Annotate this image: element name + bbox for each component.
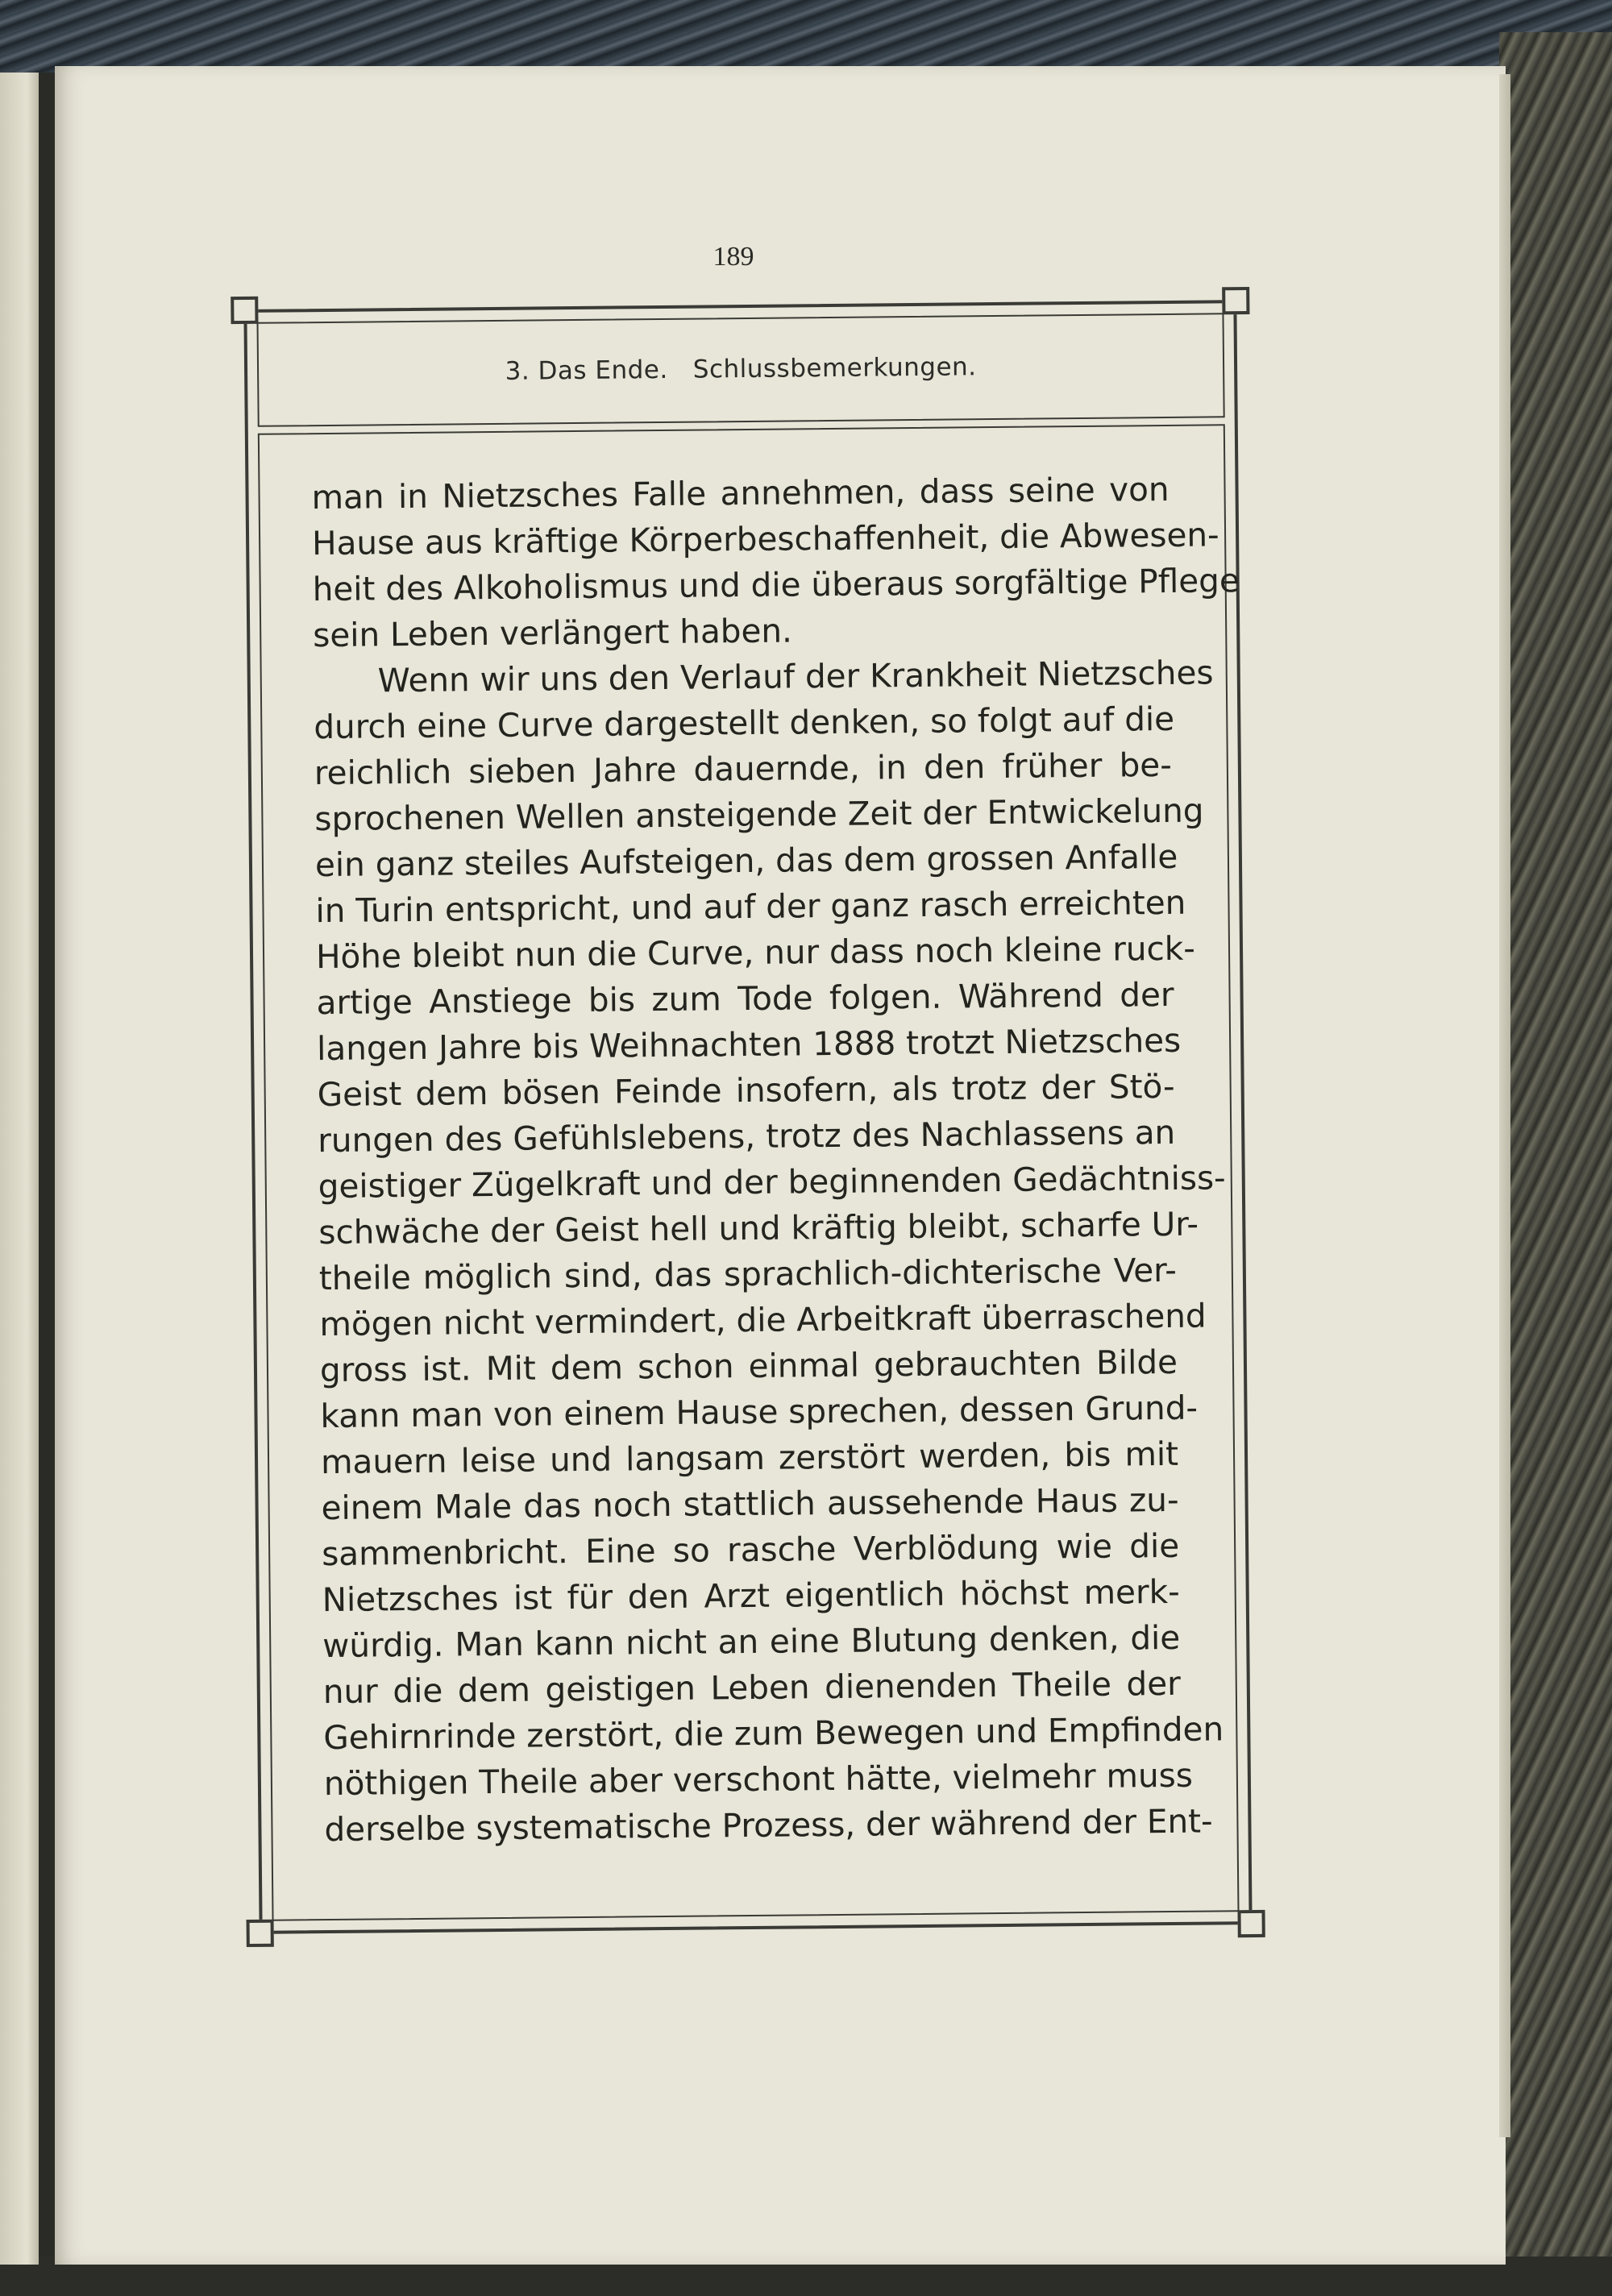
text-line: durch eine Curve dargestellt denken, so folgt auf die xyxy=(314,699,1175,747)
text-line: schwäche der Geist hell und kräftig bleibt, scharfe Ur- xyxy=(318,1204,1199,1252)
frame-corner-bottom-left xyxy=(247,1920,274,1947)
running-head: 3. Das Ende. Schlussbemerkungen. xyxy=(505,352,977,386)
left-page-edge xyxy=(0,73,39,2265)
text-line: ein ganz steiles Aufsteigen, das dem grossen Anfalle xyxy=(314,837,1178,885)
decorative-frame xyxy=(243,300,1252,1934)
text-line: geistiger Zügelkraft und der beginnenden Gedächtniss- xyxy=(318,1158,1226,1206)
book-cover-top xyxy=(0,0,1612,73)
text-line: rungen des Gefühlslebens, trotz des Nachlassens an xyxy=(318,1112,1176,1160)
text-line: theile möglich sind, das sprachlich-dichterische Ver- xyxy=(318,1250,1178,1298)
text-line: langen Jahre bis Weihnachten 1888 trotzt Nietzsches xyxy=(316,1020,1182,1069)
text-line: sammenbricht. Eine so rasche Verblödung wie die xyxy=(321,1526,1180,1574)
text-line: man in Nietzsches Falle annehmen, dass seine von xyxy=(311,469,1170,517)
text-line: Höhe bleibt nun die Curve, nur dass noch kleine ruck- xyxy=(315,928,1196,977)
frame-corner-top-left xyxy=(231,297,258,324)
text-box xyxy=(258,424,1240,1920)
frame-corner-top-right xyxy=(1222,287,1249,314)
text-line: Geist dem bösen Feinde insofern, als trotz der Stö- xyxy=(317,1066,1175,1115)
text-line: nur die dem geistigen Leben dienenden Theile der xyxy=(322,1663,1182,1712)
text-line: Gehirnrinde zerstört, die zum Bewegen und Empfinden xyxy=(323,1709,1224,1758)
page-stack-edge xyxy=(1499,74,1510,2137)
text-line: kann man von einem Hause sprechen, dessen Grund- xyxy=(320,1388,1199,1436)
text-line: gross ist. Mit dem schon einmal gebrauchten Bilde xyxy=(319,1342,1178,1390)
text-line: einem Male das noch stattlich aussehende Haus zu- xyxy=(321,1480,1179,1528)
text-line: heit des Alkoholismus und die überaus sorgfältige Pflege xyxy=(312,561,1240,609)
page-number: 189 xyxy=(713,242,754,272)
text-line: mauern leise und langsam zerstört werden, bis mit xyxy=(320,1434,1179,1482)
text-line: artige Anstiege bis zum Tode folgen. Während der xyxy=(316,974,1174,1023)
text-line: in Turin entspricht, und auf der ganz rasch erreichten xyxy=(315,882,1186,931)
text-line: sein Leben verlängert haben. xyxy=(313,611,793,655)
text-line: Hause aus kräftige Körperbeschaffenheit, die Abwesen- xyxy=(311,515,1219,563)
text-line: sprochenen Wellen ansteigende Zeit der Entwickelung xyxy=(314,791,1204,839)
text-line: mögen nicht vermindert, die Arbeitkraft überraschend xyxy=(319,1296,1207,1344)
text-line: Nietzsches ist für den Arzt eigentlich höchst merk- xyxy=(322,1571,1180,1620)
text-line: reichlich sieben Jahre dauernde, in den früher be- xyxy=(314,745,1173,793)
frame-corner-bottom-right xyxy=(1237,1910,1265,1937)
text-line: würdig. Man kann nicht an eine Blutung denken, die xyxy=(322,1617,1181,1666)
body-text xyxy=(311,467,1240,1853)
text-line: Wenn wir uns den Verlauf der Krankheit Nietzsches xyxy=(377,653,1214,700)
text-line: derselbe systematische Prozess, der während der Ent- xyxy=(324,1801,1213,1850)
header-box xyxy=(257,313,1225,427)
text-line: nöthigen Theile aber verschont hätte, vielmehr muss xyxy=(323,1755,1194,1804)
book-cover-marbled-edge xyxy=(1499,32,1612,2296)
